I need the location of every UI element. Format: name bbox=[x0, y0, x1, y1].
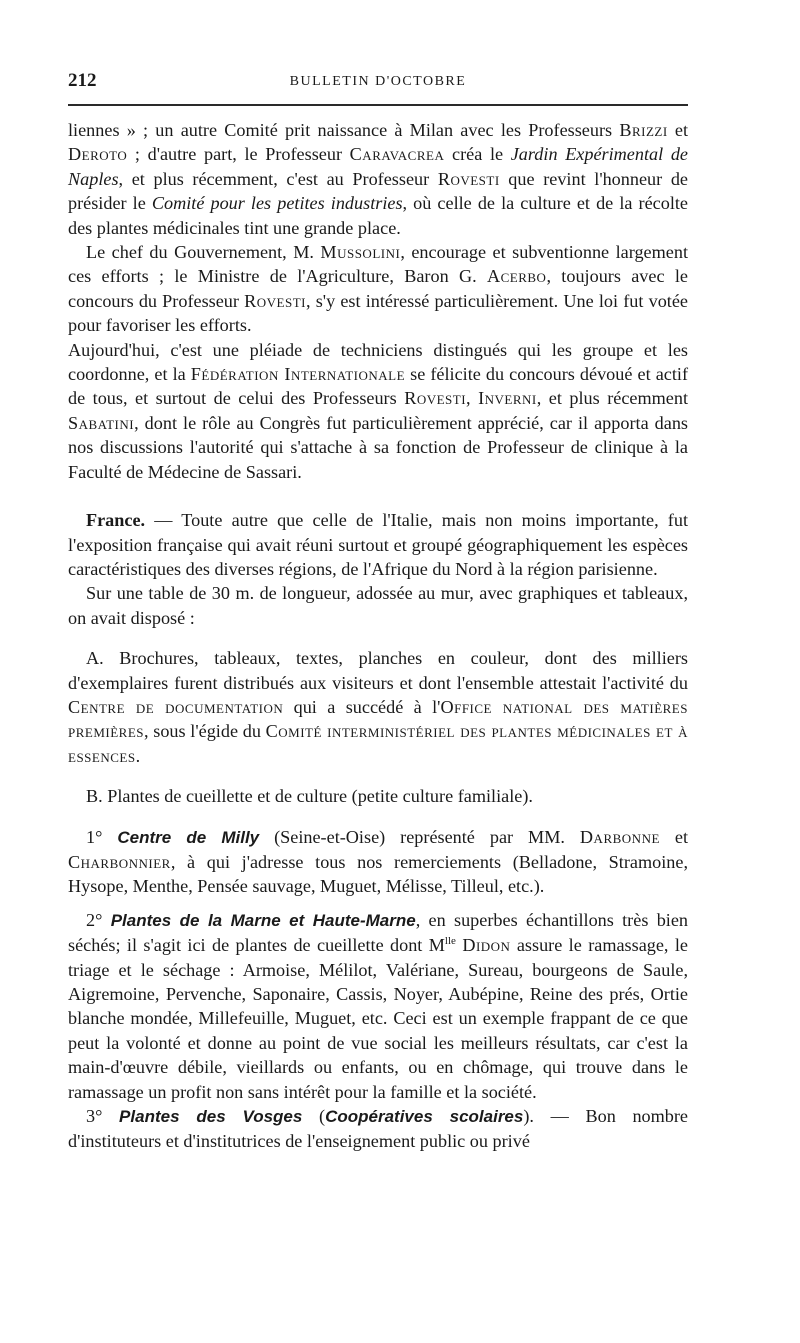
proper-name: Rovesti bbox=[404, 388, 467, 409]
paragraph-table bbox=[68, 581, 688, 630]
emphasized-text: Plantes de la Marne et Haute-Marne bbox=[110, 910, 416, 930]
emphasized-text: Jardin Expérimental de Naples bbox=[68, 144, 688, 189]
text-run: , et plus récemment, c'est au Professeur bbox=[118, 168, 438, 189]
paragraph-france bbox=[68, 508, 688, 581]
emphasized-text: Coopératives scolaires bbox=[325, 1107, 524, 1127]
text-run: B. Plantes de cueillette et de culture (petite culture familiale). bbox=[86, 786, 533, 807]
body-text bbox=[68, 118, 688, 1154]
text-run: assure le ramassage, le triage et le séchage : Armoise, Mélilot, Valériane, Sureau, bourgeons de Saule, Aigremoine, Pervenche, Saponaire, Cassis, Noyer, Aubépine, Reine des prés, Ortie blanche mondée, Millefeuille, Muguet, etc. Ceci est un exemple frappant de ce que peut la volonté et donne au point de vue social les meilleurs résultats, car c'est la main-d'œuvre débile, vieillards ou enfants, ou en chômage, qui trouve dans le ramassage un profit non sans intérêt pour la famille et la société. bbox=[68, 935, 688, 1102]
emphasized-text: Comité pour les petites industries bbox=[151, 193, 403, 214]
proper-name: Acerbo bbox=[486, 266, 547, 287]
text-run: (Seine-et-Oise) représenté par MM. bbox=[259, 826, 580, 847]
text-run: , à qui j'adresse tous nos remerciements (Belladone, Stramoine, Hysope, Menthe, Pensée sauvage, Muguet, Mélisse, Tilleul, etc.). bbox=[68, 851, 688, 897]
text-run: , dont le rôle au Congrès fut particulièrement apprécié, car il apporta dans nos discussions l'autorité qui s'attache à sa fonction de Professeur de clinique à la Faculté de Médecine de Sassari. bbox=[68, 412, 688, 482]
text-run: , sous l'égide du bbox=[144, 721, 266, 742]
text-run: 1° bbox=[86, 826, 103, 847]
text-run: , toujours avec le concours du Professeur bbox=[68, 266, 688, 311]
text-run: Le chef du Gouvernement, M. bbox=[86, 242, 321, 263]
text-run: 2° bbox=[86, 909, 103, 930]
text-run: se félicite du concours dévoué et actif de tous, et surtout de celui des Professeurs bbox=[68, 364, 689, 409]
header-rule bbox=[68, 104, 688, 106]
text-run: et bbox=[659, 826, 689, 847]
text-run: 3° bbox=[86, 1106, 103, 1127]
item-a-brochures bbox=[68, 646, 688, 768]
item-3-vosges bbox=[68, 1104, 688, 1154]
item-1-milly bbox=[68, 825, 688, 899]
section-heading-france: France. bbox=[86, 510, 146, 531]
proper-name: Comité interministériel des plantes médicinales et à essences bbox=[68, 721, 688, 766]
text-run: , encourage et subventionne largement ces efforts ; le Ministre de l'Agriculture, Baron G. bbox=[68, 242, 688, 287]
item-2-marne bbox=[68, 908, 688, 1104]
text-run: créa le bbox=[444, 144, 511, 165]
running-title: BULLETIN D'OCTOBRE bbox=[289, 74, 467, 89]
text-run: , bbox=[466, 388, 479, 409]
text-run: ). — Bon nombre d'instituteurs et d'institutrices de l'enseignement public ou privé bbox=[68, 1106, 689, 1152]
paragraph-technicians bbox=[68, 338, 688, 484]
proper-name: Inverni bbox=[478, 388, 537, 409]
text-run: , et plus récemment bbox=[536, 388, 689, 409]
proper-name: Deroto bbox=[68, 144, 128, 165]
text-run: lle bbox=[444, 935, 456, 948]
text-run: et bbox=[667, 120, 688, 140]
text-run: Aujourd'hui, c'est une pléiade de techniciens distingués qui les groupe et les coordonne, et la bbox=[68, 339, 688, 385]
page-header bbox=[68, 70, 688, 100]
proper-name: Didon bbox=[462, 935, 511, 956]
text-run: qui a succédé à l' bbox=[283, 696, 441, 717]
text-run: A. Brochures, tableaux, textes, planches en couleur, dont des milliers d'exemplaires furent distribués aux visiteurs et dont l'ensemble attestait l'activité du bbox=[68, 648, 688, 693]
emphasized-text: Plantes des Vosges bbox=[119, 1107, 303, 1127]
proper-name: Rovesti bbox=[437, 168, 500, 189]
text-run: — Toute autre que celle de l'Italie, mais non moins importante, fut l'exposition française qui avait réuni surtout et groupé géographiquement les espèces caractéristiques des diverses régions, de l'Afrique du Nord à la région parisienne. bbox=[68, 510, 688, 579]
text-run: , où celle de la culture et de la récolte des plantes médicinales tint une grande place. bbox=[68, 193, 688, 238]
text-run: . bbox=[135, 745, 141, 766]
text-run: ; d'autre part, le Professeur bbox=[127, 144, 350, 165]
item-b-plants bbox=[68, 784, 688, 808]
proper-name: Sabatini bbox=[68, 412, 135, 433]
text-run: ( bbox=[302, 1106, 326, 1127]
proper-name: Fédération Internationale bbox=[190, 364, 406, 385]
proper-name: Caravacrea bbox=[349, 144, 445, 165]
text-run: liennes » ; un autre Comité prit naissance à Milan avec les Professeurs bbox=[68, 120, 620, 140]
proper-name: Office national des matières premières bbox=[68, 696, 688, 742]
page-number: 212 bbox=[68, 70, 97, 91]
text-run: , en superbes échantillons très bien séchés; il s'agit ici de plantes de cueillette dont M bbox=[68, 909, 689, 956]
text-run: , s'y est intéressé particulièrement. Une loi fut votée pour favoriser les efforts. bbox=[68, 290, 688, 336]
proper-name: Rovesti bbox=[244, 290, 306, 311]
text-run: Sur une table de 30 m. de longueur, adossée au mur, avec graphiques et tableaux, on avait disposé : bbox=[68, 583, 688, 628]
text-run: que revint l'honneur de présider le bbox=[68, 168, 688, 214]
proper-name: Brizzi bbox=[619, 120, 668, 140]
proper-name: Centre de documentation bbox=[68, 696, 284, 717]
proper-name: Charbonnier bbox=[68, 851, 171, 872]
paragraph-italy-committees bbox=[68, 118, 688, 240]
proper-name: Darbonne bbox=[579, 826, 660, 847]
emphasized-text: Centre de Milly bbox=[117, 827, 260, 847]
proper-name: Mussolini bbox=[320, 242, 401, 263]
paragraph-government bbox=[68, 240, 688, 338]
